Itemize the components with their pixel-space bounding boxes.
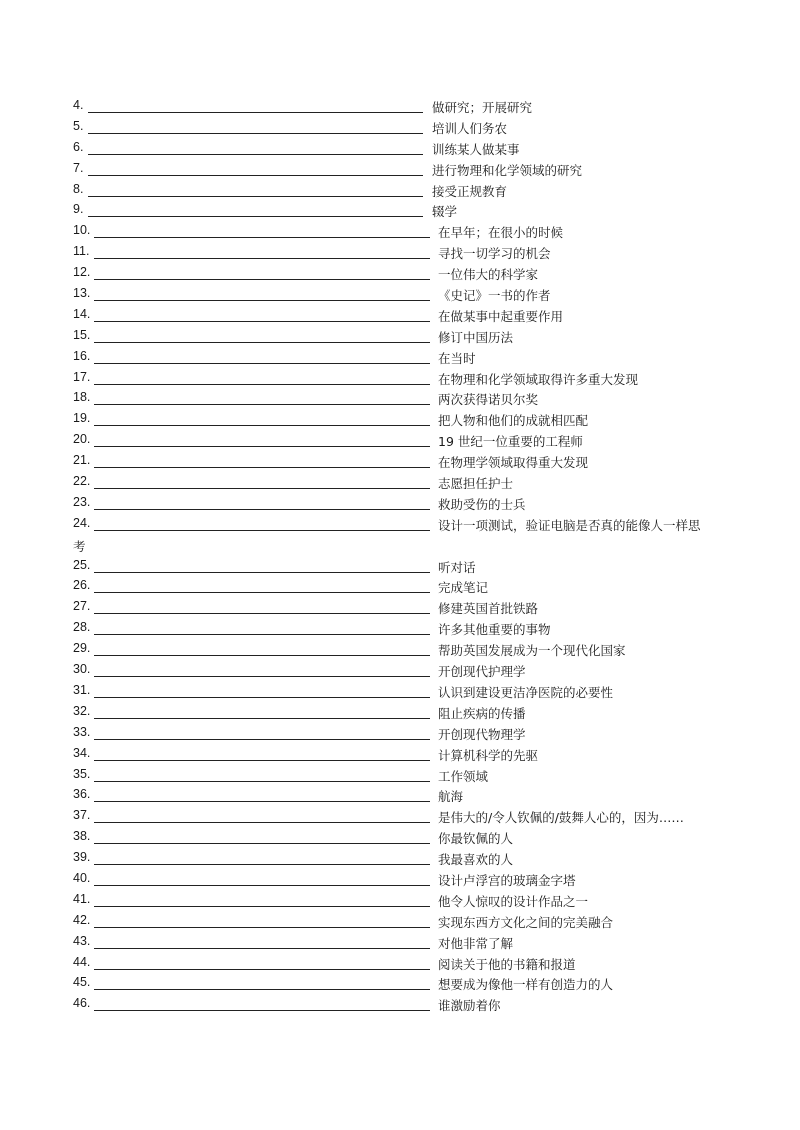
item-number: 12. [73, 265, 91, 280]
item-number: 21. [73, 453, 91, 468]
list-item [0, 597, 800, 618]
item-prompt: 你最钦佩的人 [438, 831, 514, 847]
item-prompt: 是伟大的/令人钦佩的/鼓舞人心的，因为…… [438, 810, 684, 826]
list-item [0, 138, 800, 159]
answer-line[interactable] [88, 216, 423, 217]
list-item [0, 388, 800, 409]
list-item [0, 242, 800, 263]
worksheet [0, 96, 800, 1015]
answer-line[interactable] [88, 154, 423, 155]
item-prompt: 阅读关于他的书籍和报道 [438, 956, 576, 972]
list-item [0, 514, 800, 535]
answer-line[interactable] [94, 718, 430, 719]
item-number: 33. [73, 724, 91, 739]
list-item [0, 556, 800, 577]
item-number: 18. [73, 390, 91, 405]
answer-line[interactable] [94, 613, 430, 614]
item-number: 40. [73, 870, 91, 885]
item-number: 19. [73, 411, 91, 426]
list-item [0, 827, 800, 848]
answer-line[interactable] [94, 843, 430, 844]
item-number: 13. [73, 286, 91, 301]
item-prompt: 想要成为像他一样有创造力的人 [438, 977, 614, 993]
item-prompt: 开创现代物理学 [438, 726, 526, 742]
answer-line[interactable] [94, 655, 430, 656]
list-item [0, 221, 800, 242]
list-item [0, 576, 800, 597]
answer-line[interactable] [94, 258, 430, 259]
item-prompt: 航海 [438, 789, 464, 805]
item-prompt: 修订中国历法 [438, 329, 514, 345]
list-item [0, 639, 800, 660]
item-number: 31. [73, 682, 91, 697]
item-number: 20. [73, 432, 91, 447]
list-item [0, 723, 800, 744]
item-number: 4. [73, 98, 84, 112]
answer-line[interactable] [94, 384, 430, 385]
answer-line[interactable] [94, 948, 430, 949]
answer-line[interactable] [88, 175, 423, 176]
item-prompt: 接受正规教育 [432, 183, 508, 199]
item-prompt: 两次获得诺贝尔奖 [438, 392, 539, 408]
item-prompt: 寻找一切学习的机会 [438, 246, 551, 262]
answer-line[interactable] [94, 885, 430, 886]
item-prompt: 培训人们务农 [432, 120, 508, 136]
answer-line[interactable] [94, 906, 430, 907]
item-prompt: 《史记》一书的作者 [438, 288, 551, 304]
item-prompt: 在物理学领域取得重大发现 [438, 455, 589, 471]
item-prompt: 进行物理和化学领域的研究 [432, 162, 583, 178]
answer-line[interactable] [94, 697, 430, 698]
list-item [0, 305, 800, 326]
answer-line[interactable] [94, 1010, 430, 1011]
list-item [0, 911, 800, 932]
wrapped-text [0, 535, 800, 556]
answer-line[interactable] [94, 801, 430, 802]
item-number: 16. [73, 348, 91, 363]
item-number: 22. [73, 474, 91, 489]
answer-line[interactable] [88, 133, 423, 134]
list-item [0, 765, 800, 786]
item-prompt: 在物理和化学领域取得许多重大发现 [438, 371, 639, 387]
item-number: 45. [73, 975, 91, 990]
item-number: 37. [73, 808, 91, 823]
answer-line[interactable] [94, 592, 430, 593]
item-prompt: 设计一项测试，验证电脑是否真的能像人一样思 [438, 517, 701, 533]
list-item [0, 451, 800, 472]
list-item [0, 200, 800, 221]
answer-line[interactable] [94, 634, 430, 635]
item-prompt: 19 世纪一位重要的工程师 [438, 434, 583, 450]
list-item [0, 681, 800, 702]
answer-line[interactable] [94, 300, 430, 301]
answer-line[interactable] [94, 425, 430, 426]
item-prompt: 许多其他重要的事物 [438, 622, 551, 638]
item-prompt: 计算机科学的先驱 [438, 747, 539, 763]
item-prompt: 谁激励着你 [438, 998, 501, 1014]
item-number: 28. [73, 620, 91, 635]
item-prompt: 他令人惊叹的设计作品之一 [438, 893, 589, 909]
answer-line[interactable] [94, 760, 430, 761]
item-prompt: 一位伟大的科学家 [438, 267, 539, 283]
list-item [0, 953, 800, 974]
item-prompt: 在早年；在很小的时候 [438, 225, 564, 241]
item-number: 15. [73, 327, 91, 342]
answer-line[interactable] [94, 572, 430, 573]
answer-line[interactable] [94, 342, 430, 343]
list-item [0, 326, 800, 347]
item-prompt: 工作领域 [438, 768, 489, 784]
list-item [0, 869, 800, 890]
item-number: 46. [73, 996, 91, 1011]
list-item [0, 117, 800, 138]
answer-line[interactable] [94, 927, 430, 928]
answer-line[interactable] [94, 363, 430, 364]
item-prompt: 对他非常了解 [438, 935, 514, 951]
list-item [0, 994, 800, 1015]
item-number: 35. [73, 766, 91, 781]
item-number: 36. [73, 787, 91, 802]
item-number: 41. [73, 891, 91, 906]
item-number: 43. [73, 933, 91, 948]
answer-line[interactable] [94, 781, 430, 782]
item-number: 32. [73, 703, 91, 718]
item-prompt: 实现东西方文化之间的完美融合 [438, 914, 614, 930]
list-item [0, 347, 800, 368]
item-prompt: 听对话 [438, 559, 476, 575]
item-number: 7. [73, 160, 84, 175]
item-prompt: 认识到建设更洁净医院的必要性 [438, 684, 614, 700]
list-item [0, 744, 800, 765]
item-number: 27. [73, 599, 91, 614]
item-number: 10. [73, 223, 91, 238]
item-prompt-continuation: 考 [73, 538, 86, 554]
answer-line[interactable] [88, 112, 423, 113]
list-item [0, 368, 800, 389]
answer-line[interactable] [94, 739, 430, 740]
item-number: 25. [73, 557, 91, 572]
item-prompt: 做研究；开展研究 [432, 100, 533, 115]
item-number: 11. [73, 244, 90, 259]
item-prompt: 完成笔记 [438, 580, 489, 596]
answer-line[interactable] [94, 969, 430, 970]
item-prompt: 训练某人做某事 [432, 141, 520, 157]
list-item [0, 430, 800, 451]
list-item [0, 660, 800, 681]
item-prompt: 帮助英国发展成为一个现代化国家 [438, 643, 626, 659]
list-item [0, 472, 800, 493]
list-item [0, 96, 800, 117]
list-item [0, 973, 800, 994]
item-number: 24. [73, 515, 91, 530]
item-number: 29. [73, 641, 91, 656]
answer-line[interactable] [94, 237, 430, 238]
item-prompt: 把人物和他们的成就相匹配 [438, 413, 589, 429]
item-prompt: 志愿担任护士 [438, 476, 514, 492]
list-item [0, 284, 800, 305]
answer-line[interactable] [94, 321, 430, 322]
item-prompt: 修建英国首批铁路 [438, 601, 539, 617]
answer-line[interactable] [88, 196, 423, 197]
answer-line[interactable] [94, 509, 430, 510]
item-number: 42. [73, 912, 91, 927]
answer-line[interactable] [94, 822, 430, 823]
answer-line[interactable] [94, 989, 430, 990]
list-item [0, 785, 800, 806]
item-number: 23. [73, 494, 91, 509]
list-item [0, 848, 800, 869]
list-item [0, 180, 800, 201]
list-item [0, 890, 800, 911]
item-prompt: 在当时 [438, 350, 476, 366]
item-prompt: 设计卢浮宫的玻璃金字塔 [438, 872, 576, 888]
list-item [0, 932, 800, 953]
item-prompt: 救助受伤的士兵 [438, 496, 526, 512]
answer-line[interactable] [94, 864, 430, 865]
item-number: 8. [73, 181, 84, 196]
answer-line[interactable] [94, 446, 430, 447]
item-number: 34. [73, 745, 91, 760]
item-number: 5. [73, 118, 84, 133]
answer-line[interactable] [94, 488, 430, 489]
item-prompt: 开创现代护理学 [438, 664, 526, 680]
answer-line[interactable] [94, 279, 430, 280]
list-item [0, 618, 800, 639]
answer-line[interactable] [94, 676, 430, 677]
item-number: 17. [73, 369, 91, 384]
answer-line[interactable] [94, 467, 430, 468]
list-item [0, 806, 800, 827]
list-item [0, 263, 800, 284]
item-prompt: 辍学 [432, 204, 458, 220]
item-number: 26. [73, 578, 91, 593]
list-item [0, 159, 800, 180]
item-number: 30. [73, 662, 91, 677]
item-number: 9. [73, 202, 84, 217]
item-number: 6. [73, 139, 84, 154]
list-item [0, 493, 800, 514]
item-prompt: 在做某事中起重要作用 [438, 308, 564, 324]
answer-line[interactable] [94, 530, 430, 531]
item-number: 39. [73, 850, 91, 865]
item-prompt: 阻止疾病的传播 [438, 705, 526, 721]
item-number: 38. [73, 829, 91, 844]
item-number: 44. [73, 954, 91, 969]
item-number: 14. [73, 306, 91, 321]
item-prompt: 我最喜欢的人 [438, 852, 514, 868]
list-item [0, 409, 800, 430]
list-item [0, 702, 800, 723]
answer-line[interactable] [94, 404, 430, 405]
